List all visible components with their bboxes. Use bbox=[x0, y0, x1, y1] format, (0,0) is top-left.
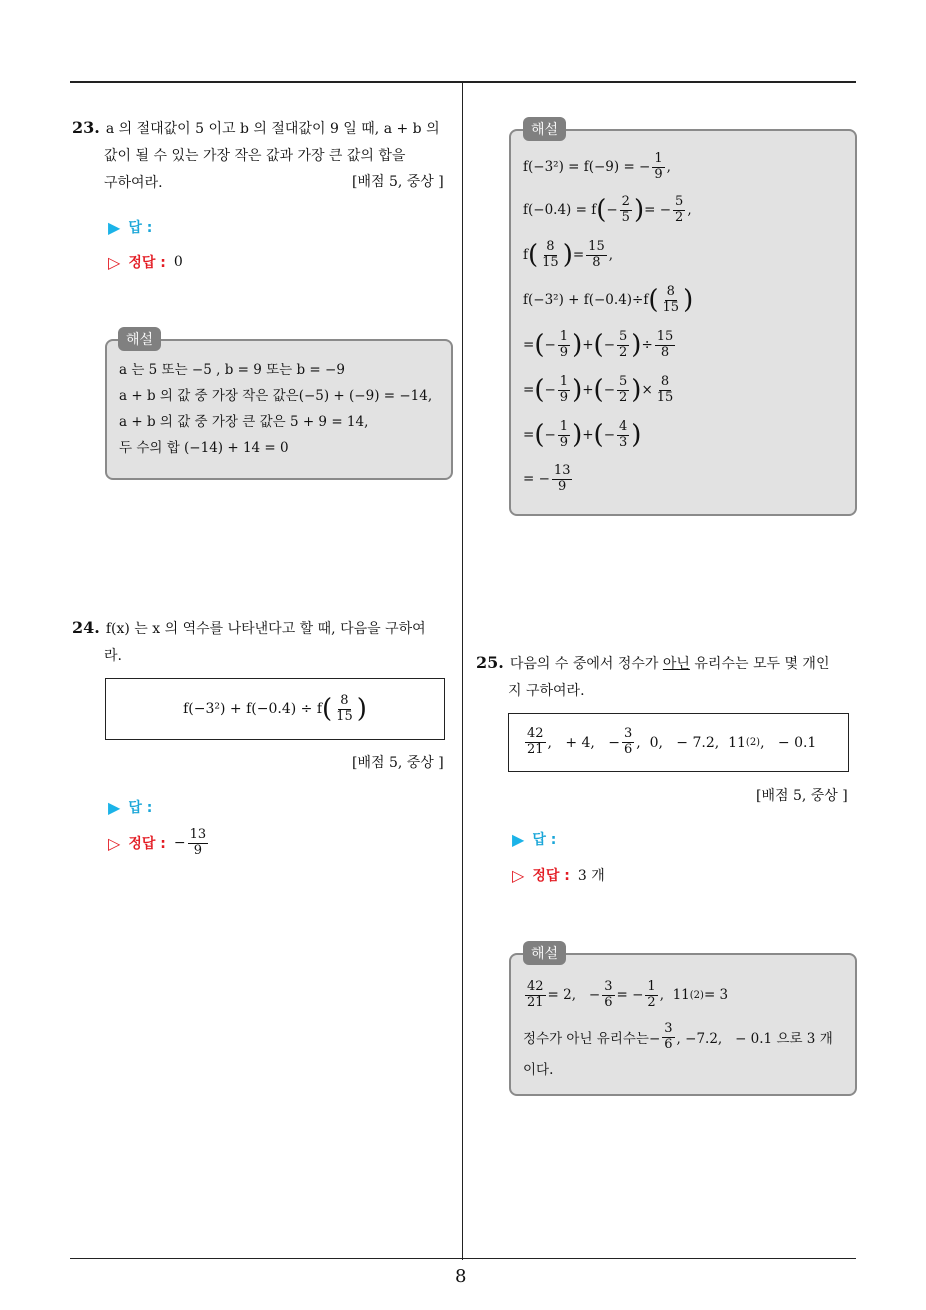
page-number: 8 bbox=[455, 1266, 467, 1287]
numbers-frame: $\frac{42}{21}$ , + 4, − $\frac{3}{6}$ , 0, − 7.2, 11 (2) , − 0.1 bbox=[508, 713, 849, 772]
solution-line: a + b 의 값 중 가장 작은 값은(−5) + (−9) = −14, bbox=[119, 388, 433, 404]
filled-triangle-icon: ▶ bbox=[512, 829, 525, 849]
correct-label: 정답 : bbox=[128, 255, 166, 271]
correct-label: 정답 : bbox=[532, 868, 570, 884]
expression-frame: f(−3²) + f(−0.4) ÷ f ( $\frac{8}{15}$ ) bbox=[105, 678, 445, 740]
question-text-line: 지 구하여라. bbox=[508, 683, 585, 699]
solution-line: 정수가 아닌 유리수는− $\frac{3}{6}$ , −7.2, − 0.1 으로 3 개 bbox=[523, 1020, 833, 1052]
solution-line: = − $\frac{13}{9}$ bbox=[523, 462, 571, 494]
outline-triangle-icon: ▷ bbox=[512, 865, 525, 885]
solution-box bbox=[509, 129, 857, 516]
question-text-line: 값이 될 수 있는 가장 작은 값과 가장 큰 값의 합을 bbox=[104, 148, 406, 164]
question-text-line: a 의 절대값이 5 이고 b 의 절대값이 9 일 때, a + b 의 bbox=[105, 121, 440, 137]
correct-fraction: $\frac{13}{9}$ bbox=[189, 827, 207, 858]
solution-line: = ( − $\frac{1}{9}$ ) + ( − $\frac{5}{2}$ ) × $\frac{8}{15}$ bbox=[523, 373, 674, 405]
question-text-line: 유리수는 모두 몇 개인 bbox=[689, 656, 830, 672]
question-number: 23. bbox=[72, 118, 100, 137]
solution-line: f(−3²) = f(−9) = − $\frac{1}{9}$ , bbox=[523, 150, 671, 182]
correct-label: 정답 : bbox=[128, 836, 166, 853]
question-text-line: 다음의 수 중에서 정수가 bbox=[509, 656, 663, 672]
solution-line: f(−3²) + f(−0.4)÷f ( $\frac{8}{15}$ ) bbox=[523, 283, 694, 315]
underlined-word: 아닌 bbox=[662, 656, 690, 672]
question-number: 25. bbox=[476, 653, 504, 672]
top-rule bbox=[70, 81, 856, 83]
solution-tag: 해설 bbox=[523, 941, 566, 965]
answer-label: 답 : bbox=[128, 800, 153, 816]
solution-line: a 는 5 또는 −5 , b = 9 또는 b = −9 bbox=[119, 362, 345, 378]
solution-line: 이다. bbox=[523, 1062, 554, 1078]
outline-triangle-icon: ▷ bbox=[108, 833, 121, 853]
solution-line: 두 수의 합 (−14) + 14 = 0 bbox=[119, 440, 289, 456]
correct-answer-line bbox=[512, 865, 605, 885]
outline-triangle-icon: ▷ bbox=[108, 252, 121, 272]
points-label: [배점 5, 중상 ] bbox=[352, 755, 444, 771]
answer-line bbox=[512, 829, 556, 849]
fraction: $\frac{8}{15}$ bbox=[336, 692, 353, 724]
correct-answer-line bbox=[108, 828, 210, 859]
solution-line: = ( − $\frac{1}{9}$ ) + ( − $\frac{4}{3}$ ) bbox=[523, 418, 642, 450]
solution-line: a + b 의 값 중 가장 큰 값은 5 + 9 = 14, bbox=[119, 414, 369, 430]
question-25 bbox=[476, 649, 861, 705]
column-divider bbox=[462, 82, 463, 1260]
solution-box bbox=[509, 953, 857, 1096]
correct-answer-line bbox=[108, 252, 183, 272]
answer-label: 답 : bbox=[128, 220, 153, 236]
correct-value: 3 개 bbox=[577, 868, 605, 884]
correct-value: 0 bbox=[173, 254, 183, 270]
bottom-rule bbox=[70, 1258, 856, 1259]
answer-line bbox=[108, 797, 152, 817]
answer-label: 답 : bbox=[532, 832, 557, 848]
solution-tag: 해설 bbox=[523, 117, 566, 141]
solution-line: f ( $\frac{8}{15}$ ) = $\frac{15}{8}$ , bbox=[523, 238, 614, 270]
question-24 bbox=[72, 614, 457, 670]
question-number: 24. bbox=[72, 618, 100, 637]
filled-triangle-icon: ▶ bbox=[108, 217, 121, 237]
solution-line: = ( − $\frac{1}{9}$ ) + ( − $\frac{5}{2}$ ) ÷ $\frac{15}{8}$ bbox=[523, 328, 674, 360]
expression-text: f(−3²) + f(−0.4) ÷ f bbox=[183, 701, 323, 717]
answer-line bbox=[108, 217, 152, 237]
solution-line: $\frac{42}{21}$ = 2, − $\frac{3}{6}$ = − $\frac{1}{2}$ , 11 (2) = 3 bbox=[527, 978, 729, 1010]
points-label: [배점 5, 중상 ] bbox=[352, 174, 444, 190]
solution-tag: 해설 bbox=[118, 327, 161, 351]
question-text-line: 라. bbox=[104, 648, 122, 664]
question-text-line: f(x) 는 x 의 역수를 나타낸다고 할 때, 다음을 구하여 bbox=[105, 621, 426, 637]
filled-triangle-icon: ▶ bbox=[108, 797, 121, 817]
solution-box bbox=[105, 339, 453, 480]
solution-line: f(−0.4) = f ( − $\frac{2}{5}$ ) = − $\frac{5}{2}$ , bbox=[523, 193, 692, 225]
correct-sign: − bbox=[173, 835, 186, 852]
points-label: [배점 5, 중상 ] bbox=[756, 788, 848, 804]
question-text-line: 구하여라. bbox=[104, 175, 163, 191]
